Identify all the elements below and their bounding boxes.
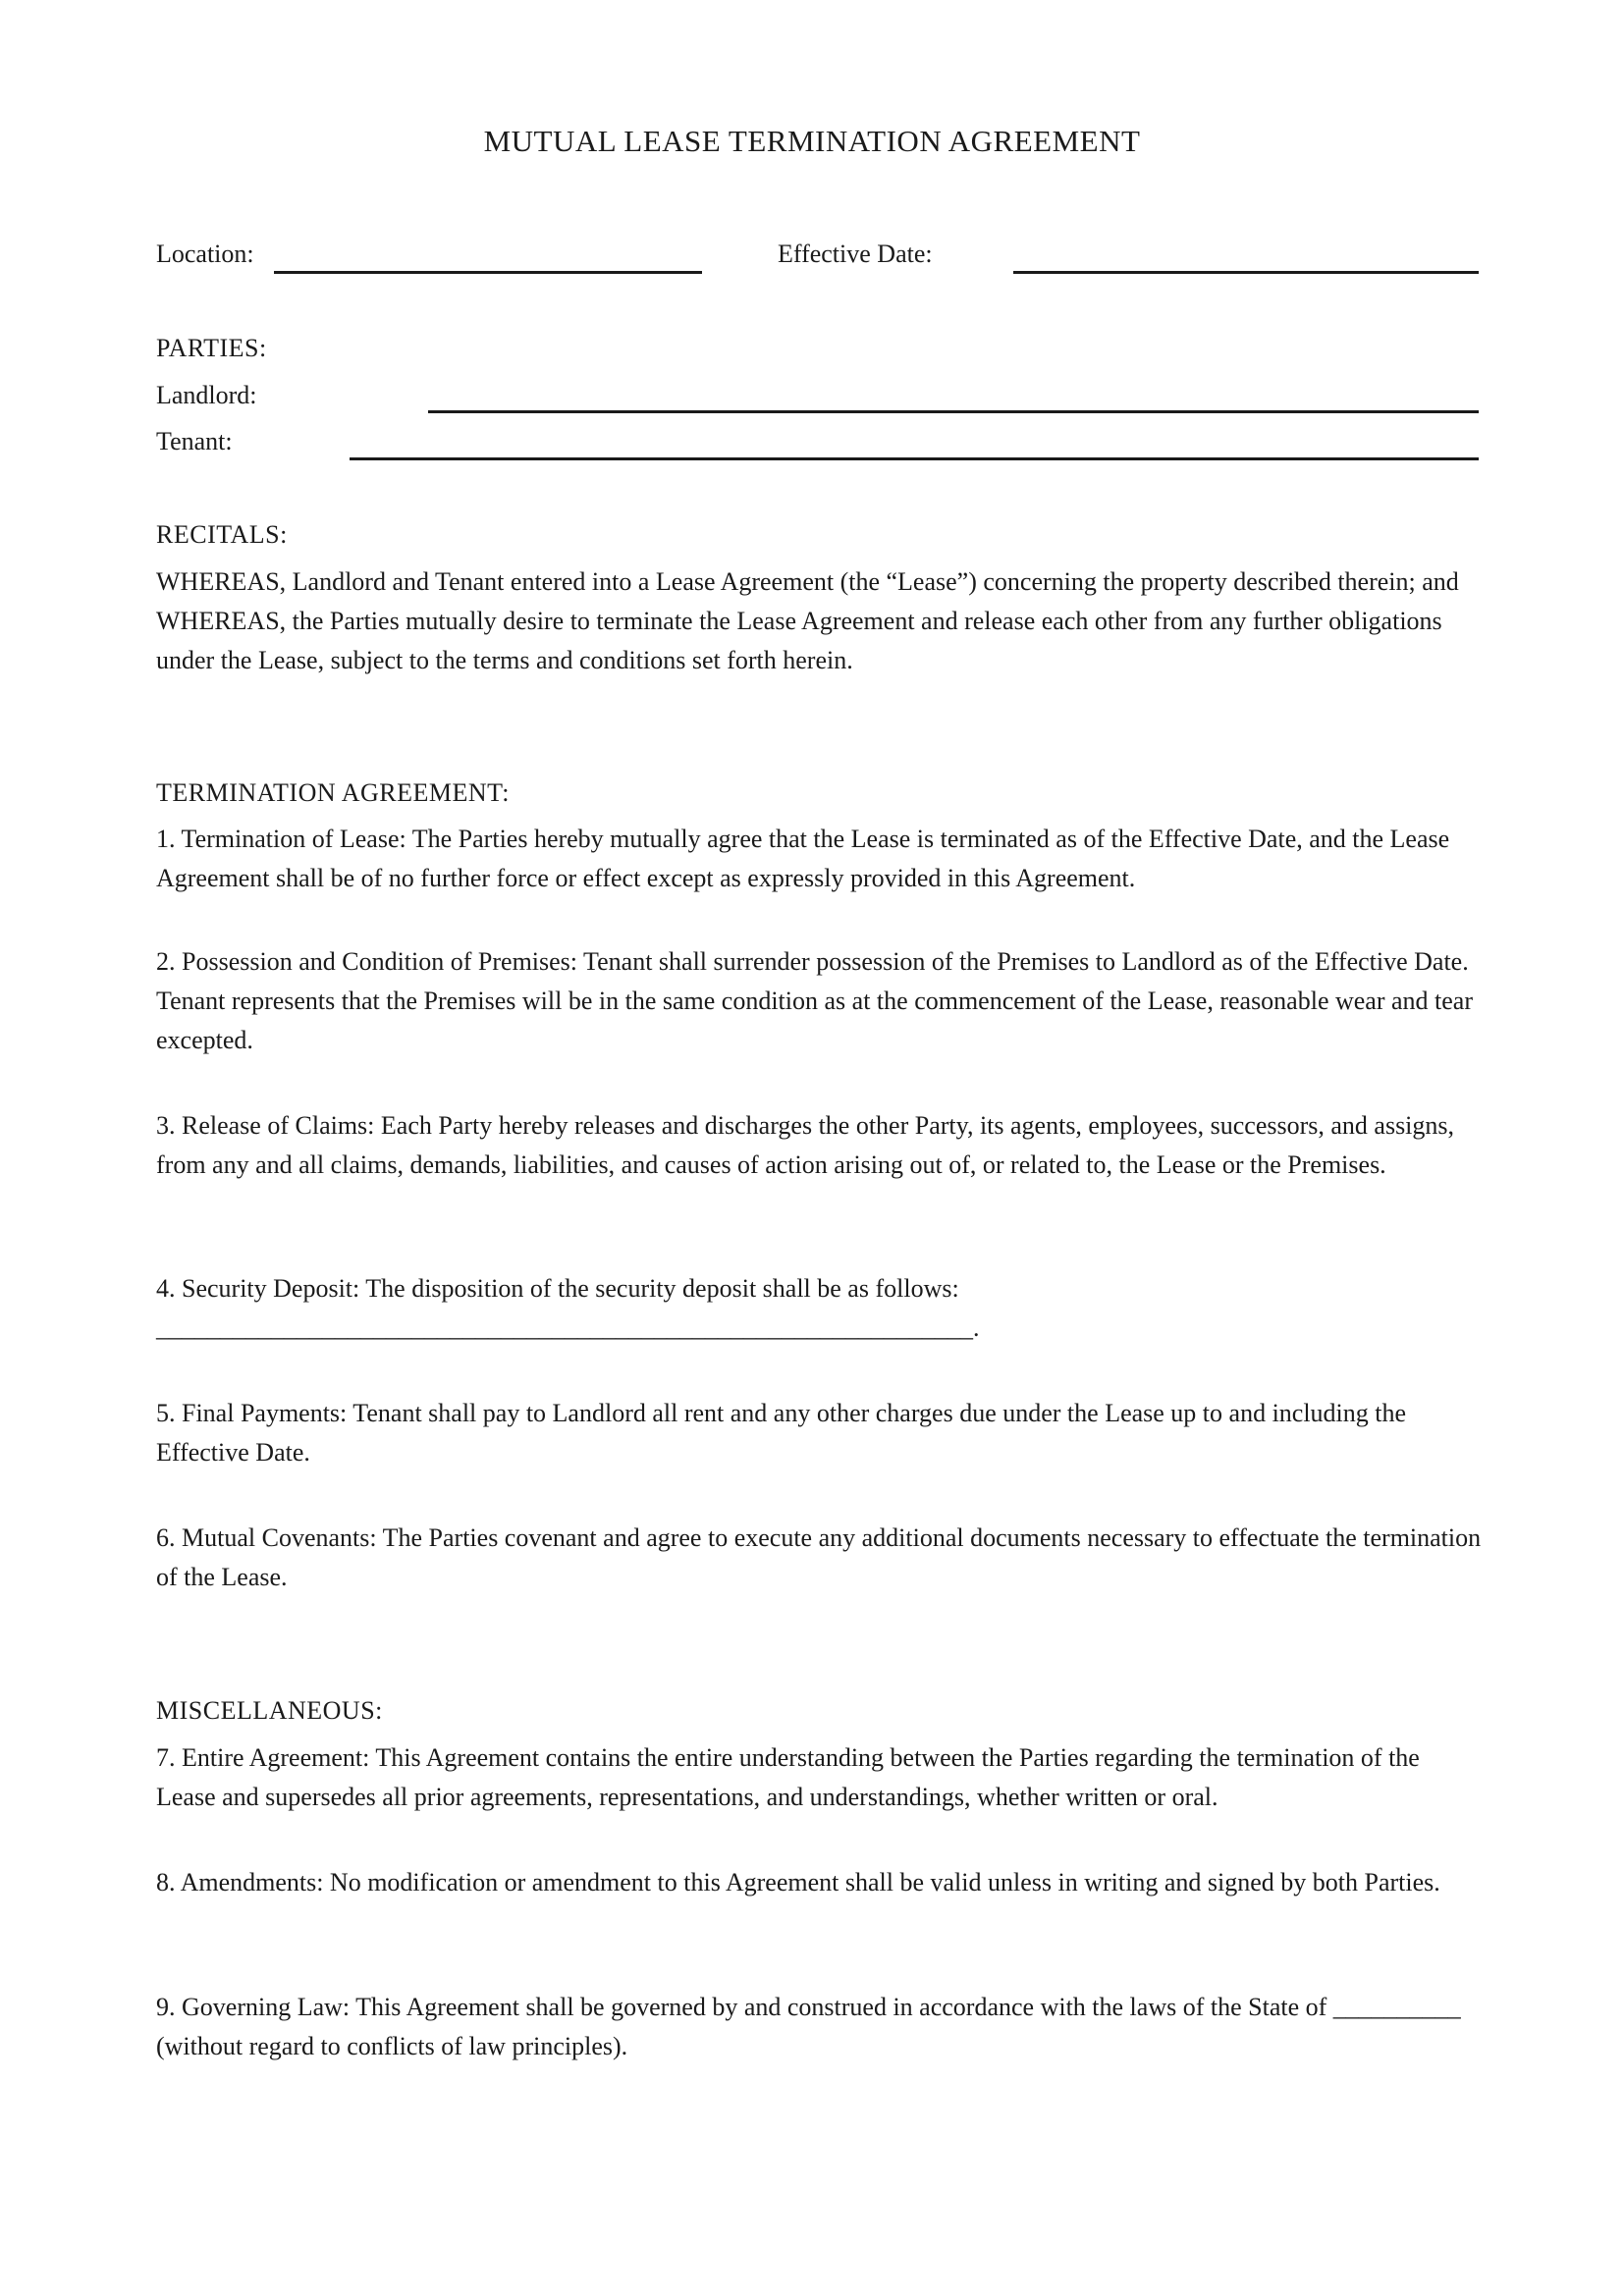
clause-9: 9. Governing Law: This Agreement shall be governed by and construed in accordance with the laws of the State of __________ (without regard to conflicts of law principles). [156, 1993, 1461, 2060]
clause-6: 6. Mutual Covenants: The Parties covenant and agree to execute any additional documents necessary to effectuate the termination of the Lease. [156, 1523, 1482, 1591]
tenant-field[interactable] [350, 457, 1479, 460]
clause-8: 8. Amendments: No modification or amendment to this Agreement shall be valid unless in writing and signed by both Parties. [156, 1868, 1440, 1896]
location-label: Location: [156, 240, 254, 268]
clause-7: 7. Entire Agreement: This Agreement contains the entire understanding between the Parties regarding the termination of the Lease and supersedes all prior agreements, representations, and understandings, whether written or oral. [156, 1743, 1420, 1811]
recitals-heading: RECITALS: [156, 520, 288, 549]
security-deposit-blank[interactable]: ________________________________________________________________. [156, 1313, 980, 1342]
recitals-text: WHEREAS, Landlord and Tenant entered into a Lease Agreement (the “Lease”) concerning the property described therein; and WHEREAS, the Parties mutually desire to terminate the Lease Agreement and release each other from any further obligations under the Lease, subject to the terms and conditions set forth herein. [156, 567, 1459, 674]
clause-4 [156, 1269, 1482, 1348]
clause-4-text: 4. Security Deposit: The disposition of the security deposit shall be as follows: [156, 1274, 959, 1303]
tenant-label: Tenant: [156, 427, 233, 455]
landlord-label: Landlord: [156, 381, 257, 409]
termination-heading: TERMINATION AGREEMENT: [156, 778, 510, 807]
miscellaneous-heading: MISCELLANEOUS: [156, 1696, 383, 1725]
clause-5: 5. Final Payments: Tenant shall pay to Landlord all rent and any other charges due under the Lease up to and including the Effective Date. [156, 1399, 1407, 1467]
clause-2: 2. Possession and Condition of Premises: Tenant shall surrender possession of the Premises to Landlord as of the Effective Date. Tenant represents that the Premises will be in the same condition as at the commencement of the Lease, reasonable wear and tear excepted. [156, 947, 1474, 1054]
parties-heading: PARTIES: [156, 334, 267, 362]
location-field[interactable] [274, 271, 702, 274]
clause-3: 3. Release of Claims: Each Party hereby releases and discharges the other Party, its agents, employees, successors, and assigns, from any and all claims, demands, liabilities, and causes of action arising out of, or related to, the Lease or the Premises. [156, 1111, 1455, 1179]
effective-date-field[interactable] [1013, 271, 1479, 274]
landlord-field[interactable] [428, 410, 1479, 413]
clause-1: 1. Termination of Lease: The Parties hereby mutually agree that the Lease is terminated as of the Effective Date, and the Lease Agreement shall be of no further force or effect except as expressly provided in this Agreement. [156, 825, 1450, 892]
document-title: MUTUAL LEASE TERMINATION AGREEMENT [483, 124, 1141, 158]
effective-date-label: Effective Date: [778, 240, 933, 268]
